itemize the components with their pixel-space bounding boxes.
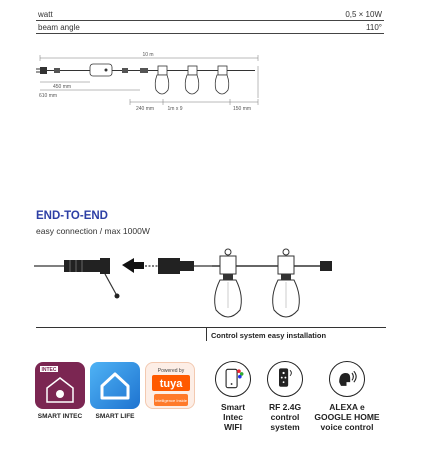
end-to-end-title: END-TO-END: [36, 210, 108, 222]
spec-value: 0,5 × 10W: [345, 9, 382, 19]
arrow-left-icon: [122, 258, 144, 273]
smart-life-app-icon[interactable]: [90, 362, 140, 409]
spec-row-beam-angle: [36, 21, 384, 34]
dim-cable-b: 610 mm: [38, 93, 58, 99]
feature-label-rf: RF 2.4G control system: [268, 402, 302, 432]
tuya-app-icon[interactable]: [145, 362, 195, 409]
feature-label-voice: ALEXA e GOOGLE HOME voice control: [314, 402, 380, 432]
spec-table: [36, 8, 384, 34]
rf-remote-icon: [267, 361, 303, 397]
tuya-brand: tuya: [159, 378, 183, 390]
spec-value: 110°: [366, 22, 382, 32]
tuya-badge: Intelligence Inside: [154, 398, 188, 403]
dim-last-gap: 150 mm: [232, 106, 252, 112]
dim-first-gap: 240 mm: [135, 106, 155, 112]
smart-life-label: SMART LIFE: [95, 413, 135, 420]
end-to-end-subtitle: easy connection / max 1000W: [36, 226, 150, 236]
smart-intec-label: SMART INTEC: [37, 413, 83, 420]
voice-control-icon: [329, 361, 365, 397]
dimension-drawing: [30, 48, 270, 120]
feature-label-wifi: Smart Intec WIFI: [220, 402, 246, 432]
spec-label: beam angle: [38, 22, 80, 32]
smart-intec-app-icon[interactable]: [35, 362, 85, 409]
spec-label: watt: [38, 9, 53, 19]
smart-wifi-icon: [215, 361, 251, 397]
control-label: Control system easy installation: [211, 331, 327, 340]
dim-cable-a: 450 mm: [52, 84, 72, 90]
dim-total-length: 10 m: [142, 52, 154, 58]
spec-row-watt: [36, 8, 384, 21]
tuya-powered-by: Powered by: [157, 368, 185, 374]
end-to-end-drawing: [30, 238, 360, 328]
dim-spacing: 1m x 9: [167, 106, 183, 112]
intec-badge: INTEC: [41, 367, 57, 373]
